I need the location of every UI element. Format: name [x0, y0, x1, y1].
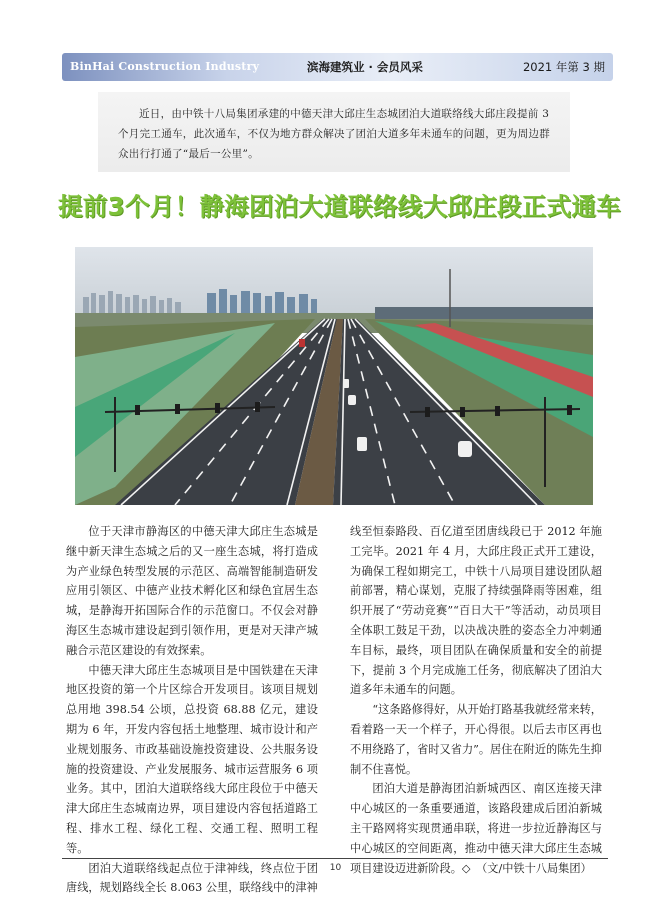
page-number: 10 [329, 863, 342, 873]
body-column-left [66, 522, 318, 898]
header-band [62, 53, 613, 81]
body-paragraph: 中德天津大邱庄生态城项目是中国铁建在天津地区投资的第一个片区综合开发项目。该项目规划总用地 398.54 公顷，总投资 68.88 亿元，建设期为 6 年，开发内容包括土地整理、城市设计和产业规划服务、市政基础设施投资建设、公共服务设施的投资建设、产业发展服务、城市运营服务 6 项业务。其中，团泊大道联络线大邱庄段位于中德天津大邱庄生态城南边界，项目建设内容包括道路工程、排水工程、绿化工程、交通工程、照明工程等。 [66, 663, 318, 855]
body-column-right [350, 522, 602, 878]
lead-paragraph: 近日，由中铁十八局集团承建的中德天津大邱庄生态城团泊大道联络线大邱庄段提前 3 个月完工通车，此次通车，不仅为地方群众解决了团泊大道多年未通车的问题，更为周边群众出行打通了“最后一公里”。 [118, 108, 550, 160]
road-photo [75, 247, 593, 505]
body-paragraph: 线至恒泰路段、百亿道至团唐线段已于 2012 年施工完毕。2021 年 4 月，大邱庄段正式开工建设，为确保工程如期完工，中铁十八局项目建设团队超前部署，精心谋划，克服了持续强降雨等困难，组织开展了“劳动竞赛”“百日大干”等活动，动员项目全体职工鼓足干劲，以决战决胜的姿态全力冲刺通车目标，最终，项目团队在确保质量和安全的前提下，提前 3 个月完成施工任务，彻底解决了团泊大道多年未通车的问题。 [350, 525, 602, 697]
footer-rule [62, 858, 608, 859]
body-paragraph: 团泊大道联络线起点位于津神线，终点位于团唐线，规划路线全长 8.063 公里，联络线中的津神 [66, 861, 318, 895]
lead-box [98, 92, 570, 172]
magazine-name-en: BinHai Construction Industry [70, 60, 260, 73]
issue-number: 2021 年第 3 期 [522, 60, 605, 74]
article-title: 提前3个月！静海团泊大道联络线大邱庄段正式通车 [58, 192, 621, 221]
body-paragraph: “这条路修得好，从开始打路基我就经常来转，看着路一天一个样子，开心得很。以后去市区再也不用绕路了，省时又省力”。居住在附近的陈先生抑制不住喜悦。 [350, 703, 602, 776]
body-paragraph: 团泊大道是静海团泊新城西区、南区连接天津中心城区的一条重要通道，该路段建成后团泊新城主干路网将实现贯通串联，将进一步拉近静海区与中心城区的空间距离，推动中德天津大邱庄生态城项目建设迈进新阶段。◇ （文/中铁十八局集团） [350, 782, 602, 875]
section-title: 滨海建筑业 · 会员风采 [307, 60, 423, 74]
body-paragraph: 位于天津市静海区的中德天津大邱庄生态城是继中新天津生态城之后的又一座生态城，将打造成为产业绿色转型发展的示范区、高端智能制造研发应用引领区、中德产业技术孵化区和绿色宜居生态城，是静海开拓国际合作的示范窗口。不仅会对静海区生态城市建设起到引领作用，更是对天津产城融合示范区建设的有效探索。 [66, 525, 318, 657]
